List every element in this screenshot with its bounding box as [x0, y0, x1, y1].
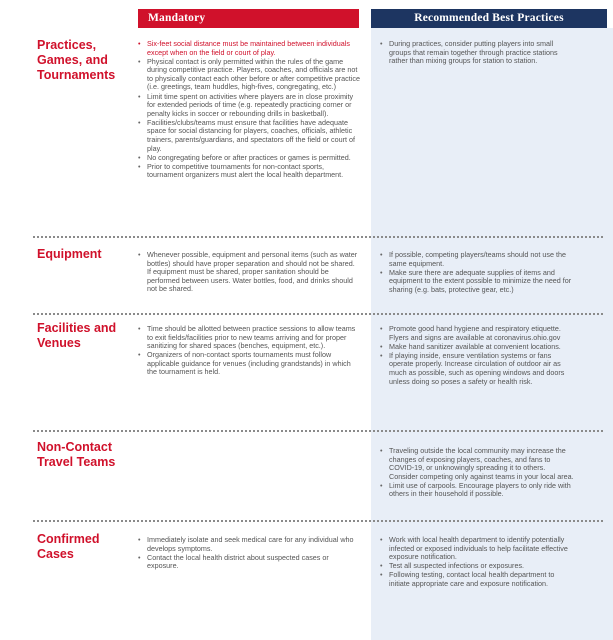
- list-item: • If possible, competing players/teams should not use the same equipment.: [380, 251, 575, 268]
- list-item: • If playing inside, ensure ventilation systems or fans operate properly. Increase circulation of outdoor air as much as possible, such as opening windows and doors unless doing so poses a safety or health risk.: [380, 352, 575, 386]
- section-title-practices: Practices, Games, and Tournaments: [37, 38, 116, 82]
- list-item: • Make sure there are adequate supplies of items and equipment to the extent possible to minimize the need for sharing (e.g. bats, protective gear, etc.): [380, 269, 575, 295]
- section-divider: [33, 520, 603, 522]
- cases-recommended-list: [380, 536, 575, 589]
- section-title-travel-teams: Non-Contact Travel Teams: [37, 440, 116, 469]
- list-item: • Limit time spent on activities where players are in close proximity for extended periods of time (e.g. repeatedly practicing corner or penalty kicks in soccer or rebounding drills in basketball).: [138, 93, 360, 119]
- travel-recommended-list: [380, 447, 575, 500]
- cases-mandatory-list: [138, 536, 360, 571]
- section-divider: [33, 313, 603, 315]
- list-item: • Make hand sanitizer available at convenient locations.: [380, 343, 575, 352]
- list-item: • Test all suspected infections or exposures.: [380, 562, 575, 571]
- list-item: • Prior to competitive tournaments for non-contact sports, tournament organizers must alert the local health department.: [138, 163, 360, 180]
- equipment-mandatory-list: [138, 251, 360, 294]
- section-title-confirmed-cases: Confirmed Cases: [37, 532, 100, 561]
- list-item: • Traveling outside the local community may increase the changes of exposing players, coaches, and fans to COVID-19, or unknowingly spreading it to others. Consider competing only against teams in your local area.: [380, 447, 575, 481]
- facilities-recommended-list: [380, 325, 575, 387]
- list-item: • Time should be allotted between practice sessions to allow teams to exit fields/facilities prior to new teams arriving and for proper sanitizing for shared spaces (benches, equipment, etc.).: [138, 325, 360, 351]
- list-item: • Immediately isolate and seek medical care for any individual who develops symptoms.: [138, 536, 360, 553]
- practices-mandatory-list: [138, 40, 360, 181]
- equipment-recommended-list: [380, 251, 575, 295]
- section-title-facilities: Facilities and Venues: [37, 321, 117, 350]
- list-item: • Contact the local health district about suspected cases or exposure.: [138, 554, 360, 571]
- list-item: • No congregating before or after practices or games is permitted.: [138, 154, 360, 163]
- section-divider: [33, 236, 603, 238]
- list-item: • During practices, consider putting players into small groups that remain together through practice stations rather than mixing groups for station to station.: [380, 40, 575, 66]
- facilities-mandatory-list: [138, 325, 360, 378]
- list-item: • Work with local health department to identify potentially infected or exposed individuals to help facilitate effective exposure notification.: [380, 536, 575, 562]
- list-item: • Six-feet social distance must be maintained between individuals except when on the field or court of play.: [138, 40, 360, 57]
- list-item: • Whenever possible, equipment and personal items (such as water bottles) should have proper separation and should not be shared. If equipment must be shared, proper sanitation should be performed between users. Water bottles, food, and drinks should not be shared.: [138, 251, 360, 294]
- list-item: • Organizers of non-contact sports tournaments must follow applicable guidance for venues (including grandstands) in which the tournament is held.: [138, 351, 360, 377]
- list-item: • Physical contact is only permitted within the rules of the game during competitive practice. Players, coaches, and officials are not to physically contact each other before or after competitive practice (i.e. greetings, team huddles, high-fives, congregating, etc.): [138, 58, 360, 92]
- mandatory-header: Mandatory: [138, 9, 359, 28]
- list-item: • Limit use of carpools. Encourage players to only ride with others in their household if possible.: [380, 482, 575, 499]
- recommended-header: Recommended Best Practices: [371, 9, 607, 28]
- section-title-equipment: Equipment: [37, 247, 102, 261]
- list-item: • Following testing, contact local health department to initiate appropriate care and exposure notification.: [380, 571, 575, 588]
- section-divider: [33, 430, 603, 432]
- list-item: • Facilities/clubs/teams must ensure that facilities have adequate space for social distancing for players, coaches, officials, athletic trainers, parents/guardians, and spectators off the field or court of play.: [138, 119, 360, 153]
- practices-recommended-list: [380, 40, 575, 66]
- list-item: • Promote good hand hygiene and respiratory etiquette. Flyers and signs are available at coronavirus.ohio.gov: [380, 325, 575, 342]
